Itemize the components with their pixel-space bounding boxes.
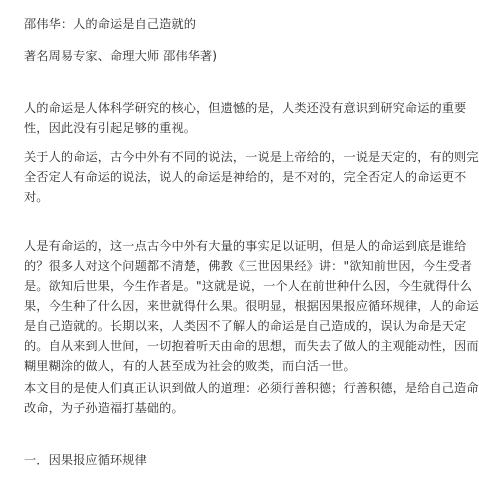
paragraph-line: 是。欲知后世果，今生作者是。"这就是说，一个人在前世种什么因，今生就得什么 bbox=[24, 279, 473, 293]
paragraph-line: 人是有命运的，这一点古今中外有大量的事实足以证明，但是人的命运到底是谁给 bbox=[24, 239, 467, 253]
paragraph-line: 是自己造就的。长期以来，人类因不了解人的命运是自己造成的，误认为命是天定 bbox=[24, 319, 467, 333]
author-line: 著名周易专家、命理大师 邵伟华著) bbox=[24, 49, 218, 63]
paragraph-2 bbox=[24, 147, 479, 207]
paragraph-line: 对。 bbox=[24, 190, 49, 204]
document-title: 邵伟华：人的命运是自己造就的 bbox=[24, 17, 197, 31]
paragraph-line: 的？很多人对这个问题都不清楚，佛教《三世因果经》讲："欲知前世因，今生受者 bbox=[24, 259, 473, 273]
paragraph-1 bbox=[24, 98, 467, 138]
paragraph-line: 全否定人有命运的说法，说人的命运是神给的，是不对的，完全否定人的命运更不 bbox=[24, 170, 467, 184]
paragraph-line: 性，因此没有引起足够的重视。 bbox=[24, 121, 197, 135]
paragraph-4 bbox=[24, 378, 479, 418]
paragraph-line: 果，今生种了什么因，来世就得什么果。很明显，根据因果报应循环规律，人的命运 bbox=[24, 299, 479, 313]
paragraph-line: 改命，为子孙造福打基础的。 bbox=[24, 401, 184, 415]
paragraph-line: 关于人的命运，古今中外有不同的说法，一说是上帝给的，一说是天定的，有的则完 bbox=[24, 150, 479, 164]
paragraph-line: 本文目的是使人们真正认识到做人的道理：必须行善积德；行善积德，是给自己造命 bbox=[24, 381, 479, 395]
section-heading: 一．因果报应循环规律 bbox=[24, 453, 147, 467]
paragraph-line: 糊里糊涂的做人，有的人甚至成为社会的败类，而白活一世。 bbox=[24, 359, 356, 373]
paragraph-line: 的。自从来到人世间，一切抱着听天由命的思想，而失去了做人的主观能动性，因而 bbox=[24, 339, 479, 353]
paragraph-3 bbox=[24, 236, 479, 376]
paragraph-line: 人的命运是人体科学研究的核心，但遗憾的是，人类还没有意识到研究命运的重要 bbox=[24, 101, 467, 115]
